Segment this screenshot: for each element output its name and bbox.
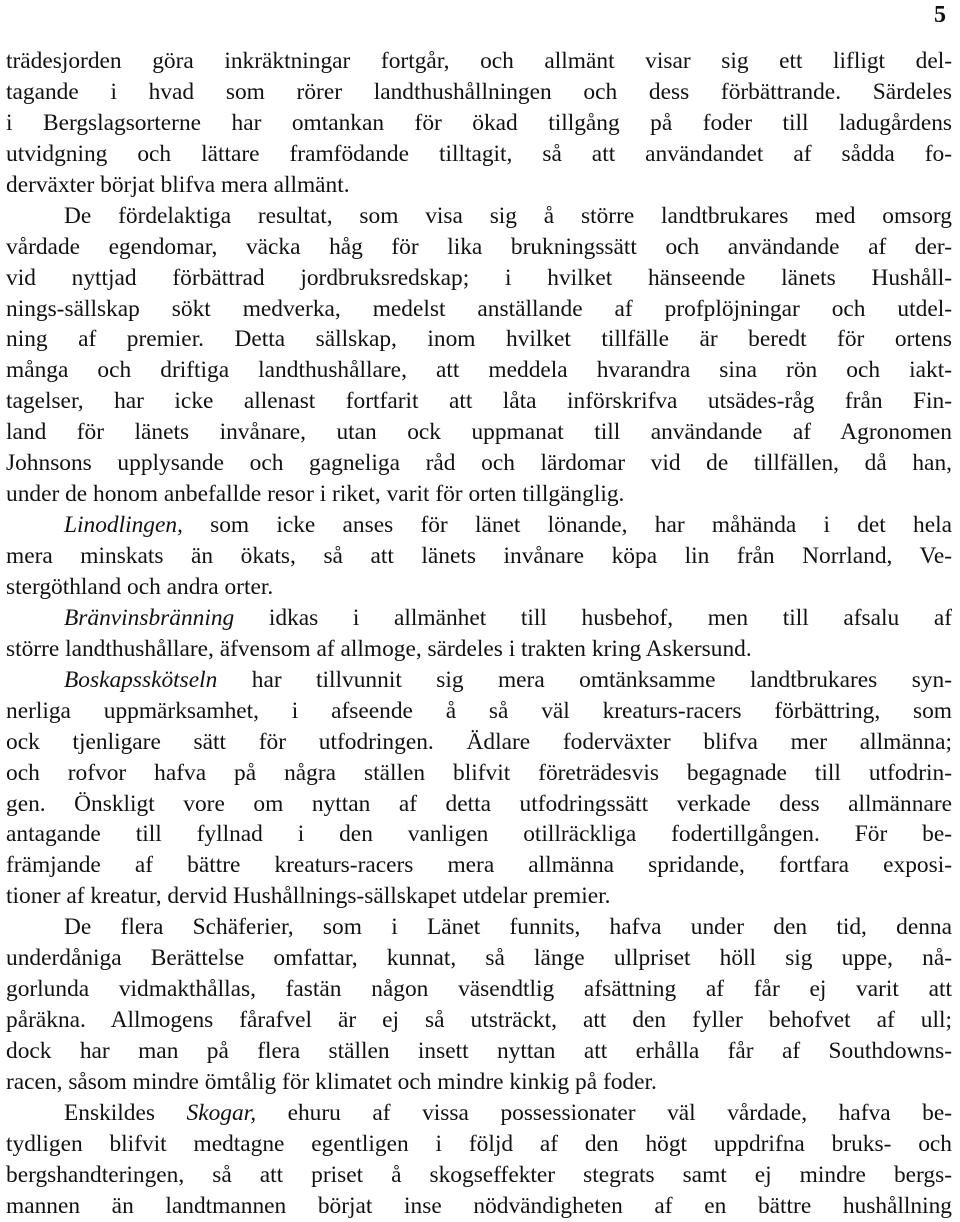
- text-line: [6, 665, 952, 696]
- text-line: stergöthland och andra orter.: [6, 573, 274, 600]
- text-line: ning af premier. Detta sällskap, inom hvilket tillfälle är beredt för ortens: [6, 326, 952, 353]
- line-text: har tillvunnit sig mera omtänksamme landtbrukares syn-: [217, 666, 952, 693]
- text-line: vid nyttjad förbättrad jordbruksredskap; i hvilket hänseende länets Hushåll-: [6, 264, 952, 291]
- section-heading-skogar: Skogar,: [186, 1099, 257, 1126]
- text-line: underdåniga Berättelse omfattar, kunnat, så länge ullpriset höll sig uppe, nå-: [6, 945, 952, 972]
- text-line: Johnsons upplysande och gagneliga råd och lärdomar vid de tillfällen, då han,: [6, 450, 952, 477]
- text-line: i Bergslagsorterne har omtankan för ökad tillgång på foder till ladugårdens: [6, 109, 952, 136]
- text-line: gen. Önskligt vore om nyttan af detta utfodringssätt verkade dess allmännare: [6, 790, 952, 817]
- text-line: tagelser, har icke allenast fortfarit att låta införskrifva utsädes-råg från Fin-: [6, 388, 952, 415]
- text-line: [6, 510, 952, 541]
- text-line: ock tjenligare sätt för utfodringen. Ädlare foderväxter blifva mer allmänna;: [6, 728, 952, 755]
- page-number: 5: [934, 2, 946, 28]
- line-text: ehuru af vissa possessionater väl vårdade, hafva be-: [256, 1099, 952, 1126]
- section-heading-linodlingen: Linodlingen,: [64, 512, 183, 539]
- text-line: påräkna. Allmogens fårafvel är ej så utsträckt, att den fyller behofvet af ull;: [6, 1007, 952, 1034]
- text-line: De fördelaktiga resultat, som visa sig å större landtbrukares med omsorg: [64, 202, 952, 229]
- text-line: land för länets invånare, utan ock uppmanat till användande af Agronomen: [6, 419, 952, 446]
- text-line: tagande i hvad som rörer landthushållningen och dess förbättrande. Särdeles: [6, 78, 952, 105]
- text-line: tydligen blifvit medtagne egentligen i följd af den högt uppdrifna bruks- och: [6, 1130, 952, 1157]
- line-text: idkas i allmänhet till husbehof, men till afsalu af: [234, 604, 952, 631]
- text-line: trädesjorden göra inkräktningar fortgår, och allmänt visar sig ett lifligt del-: [6, 48, 952, 74]
- text-line: mannen än landtmannen börjat inse nödvändigheten af en bättre hushållning: [6, 1192, 952, 1219]
- text-line: under de honom anbefallde resor i riket, varit för orten tillgänglig.: [6, 481, 625, 508]
- text-line: De flera Schäferier, som i Länet funnits, hafva under den tid, denna: [64, 914, 952, 941]
- text-line: nerliga uppmärksamhet, i afseende å så väl kreaturs-racers förbättring, som: [6, 697, 952, 724]
- text-line: gorlunda vidmakthållas, fastän någon väsendtlig afsättning af får ej varit att: [6, 976, 952, 1003]
- text-line: och rofvor hafva på några ställen blifvit företrädesvis begagnade till utfodrin-: [6, 759, 952, 786]
- section-heading-branvinsbranning: Bränvinsbränning: [64, 604, 235, 631]
- text-line: derväxter börjat blifva mera allmänt.: [6, 171, 350, 198]
- text-line: många och driftiga landthushållare, att meddela hvarandra sina rön och iakt-: [6, 357, 952, 384]
- body-text: [6, 46, 952, 1222]
- line-text: Enskildes: [64, 1099, 187, 1126]
- text-line: vårdade egendomar, väcka håg för lika brukningssätt och användande af der-: [6, 233, 952, 260]
- text-line: utvidgning och lättare framfödande tilltagit, så att användandet af sådda fo-: [6, 140, 952, 167]
- text-line: mera minskats än ökats, så att länets invånare köpa lin från Norrland, Ve-: [6, 543, 952, 569]
- section-heading-boskapsskotseln: Boskapsskötseln: [64, 666, 218, 693]
- text-line: tioner af kreatur, dervid Hushållnings-sällskapet utdelar premier.: [6, 883, 611, 910]
- text-line: främjande af bättre kreaturs-racers mera allmänna spridande, fortfara exposi-: [6, 852, 952, 879]
- text-line: nings-sällskap sökt medverka, medelst anställande af profplöjningar och utdel-: [6, 295, 952, 322]
- text-line: dock har man på flera ställen insett nyttan att erhålla får af Southdowns-: [6, 1038, 952, 1064]
- text-line: större landthushållare, äfvensom af allmoge, särdeles i trakten kring Askersund.: [6, 635, 752, 662]
- text-line: bergshandteringen, så att priset å skogseffekter stegrats samt ej mindre bergs-: [6, 1161, 952, 1188]
- text-line: antagande till fyllnad i den vanligen otillräckliga fodertillgången. För be-: [6, 821, 952, 848]
- text-line: racen, såsom mindre ömtålig för klimatet och mindre kinkig på foder.: [6, 1068, 657, 1095]
- text-line: [6, 1098, 952, 1129]
- text-line: [6, 603, 952, 634]
- line-text: som icke anses för länet lönande, har måhända i det hela: [182, 512, 952, 539]
